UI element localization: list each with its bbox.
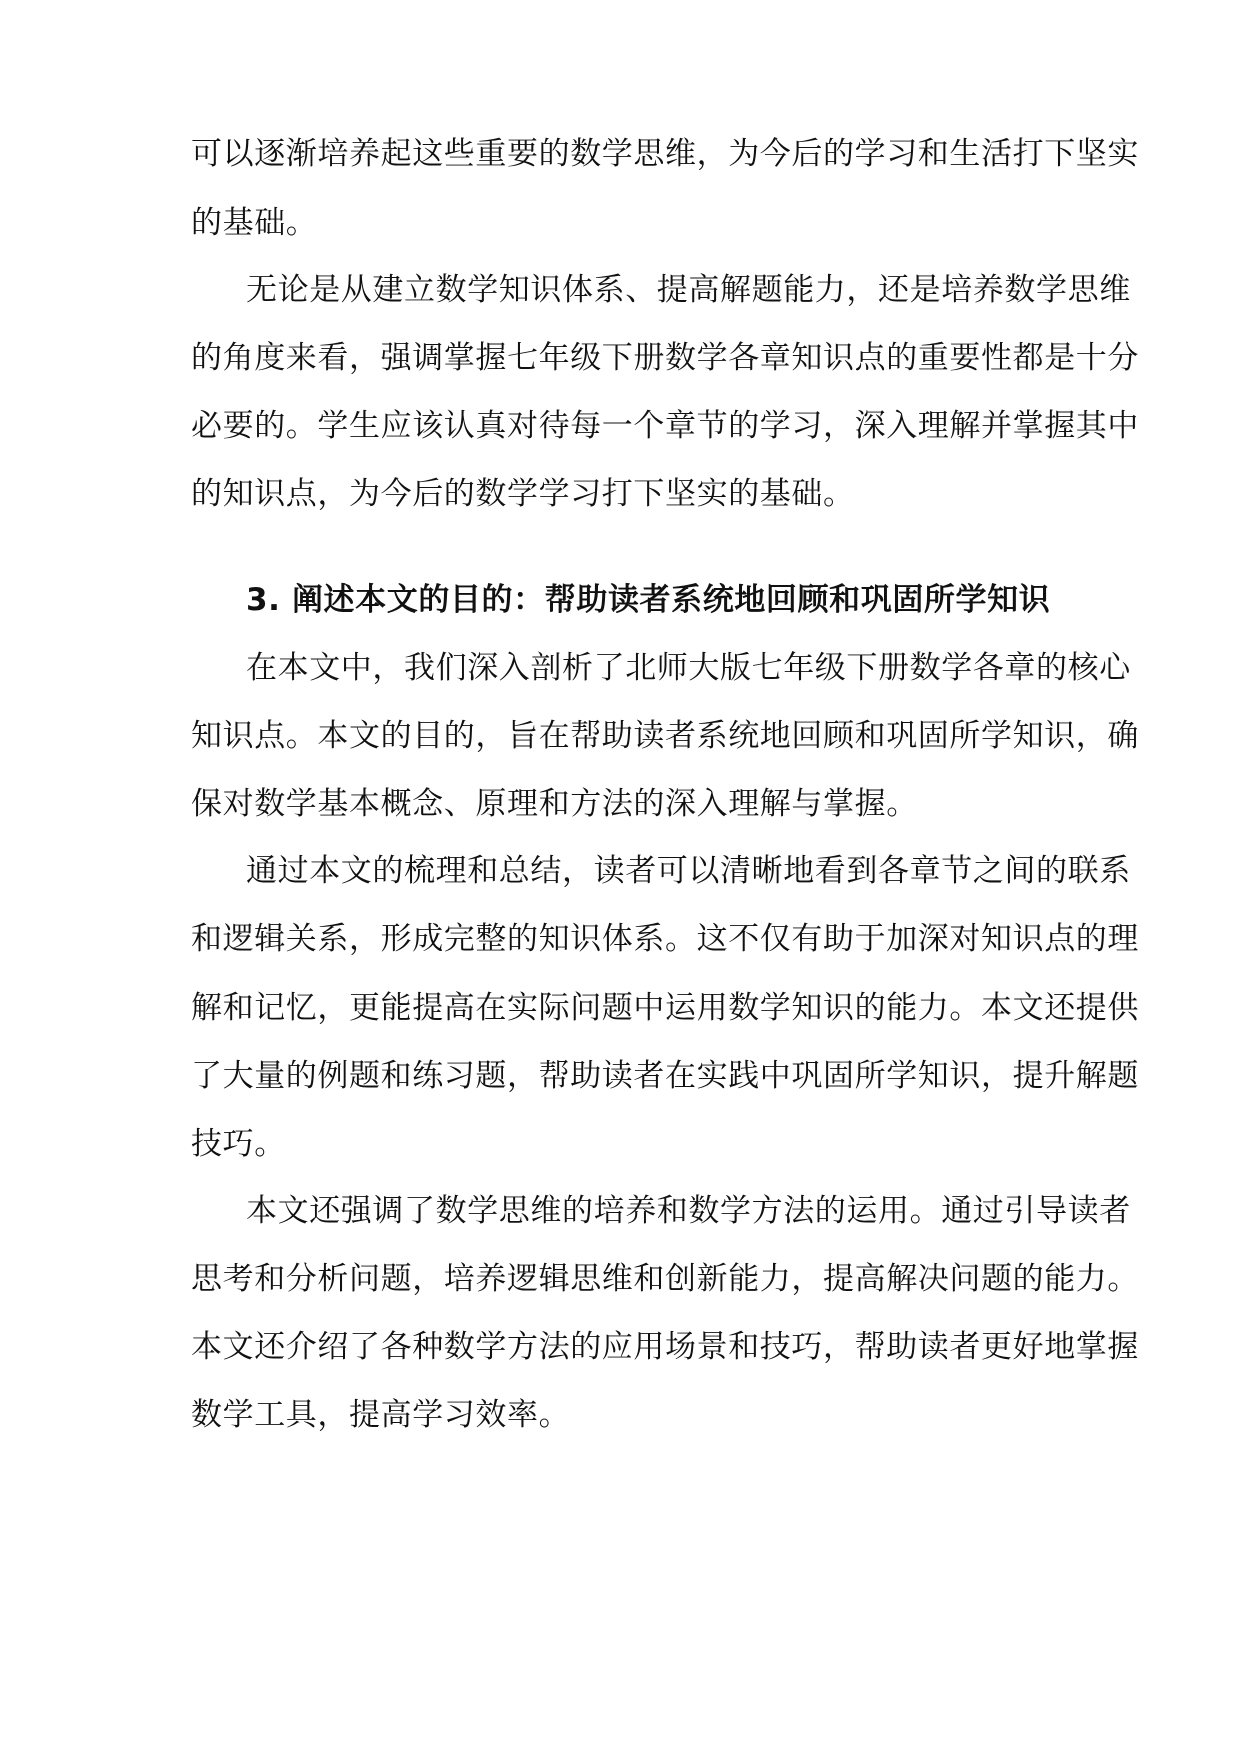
paragraph-line: 无论是从建立数学知识体系、提高解题能力，还是培养数学思维 <box>246 272 1131 308</box>
paragraph-line: 在本文中，我们深入剖析了北师大版七年级下册数学各章的核心 <box>246 650 1131 686</box>
paragraph-line: 技巧。 <box>191 1126 286 1162</box>
paragraph-line: 和逻辑关系，形成完整的知识体系。这不仅有助于加深对知识点的理 <box>191 921 1139 957</box>
paragraph-line: 解和记忆，更能提高在实际问题中运用数学知识的能力。本文还提供 <box>191 990 1139 1026</box>
paragraph-line: 的基础。 <box>191 205 318 241</box>
paragraph-line: 的角度来看，强调掌握七年级下册数学各章知识点的重要性都是十分 <box>191 340 1139 376</box>
paragraph-line: 了大量的例题和练习题，帮助读者在实践中巩固所学知识，提升解题 <box>191 1058 1139 1094</box>
paragraph-line: 保对数学基本概念、原理和方法的深入理解与掌握。 <box>191 786 918 822</box>
paragraph-line: 通过本文的梳理和总结，读者可以清晰地看到各章节之间的联系 <box>246 853 1131 889</box>
paragraph-line: 可以逐渐培养起这些重要的数学思维，为今后的学习和生活打下坚实 <box>191 136 1139 172</box>
paragraph-line: 数学工具，提高学习效率。 <box>191 1397 571 1433</box>
section-heading: 3. 阐述本文的目的：帮助读者系统地回顾和巩固所学知识 <box>246 582 1051 618</box>
paragraph-line: 本文还强调了数学思维的培养和数学方法的运用。通过引导读者 <box>246 1193 1131 1229</box>
paragraph-line: 知识点。本文的目的，旨在帮助读者系统地回顾和巩固所学知识，确 <box>191 718 1139 754</box>
paragraph-line: 的知识点，为今后的数学学习打下坚实的基础。 <box>191 476 855 512</box>
paragraph-line: 必要的。学生应该认真对待每一个章节的学习，深入理解并掌握其中 <box>191 408 1139 444</box>
paragraph-line: 思考和分析问题，培养逻辑思维和创新能力，提高解决问题的能力。 <box>191 1261 1139 1297</box>
paragraph-line: 本文还介绍了各种数学方法的应用场景和技巧，帮助读者更好地掌握 <box>191 1329 1139 1365</box>
